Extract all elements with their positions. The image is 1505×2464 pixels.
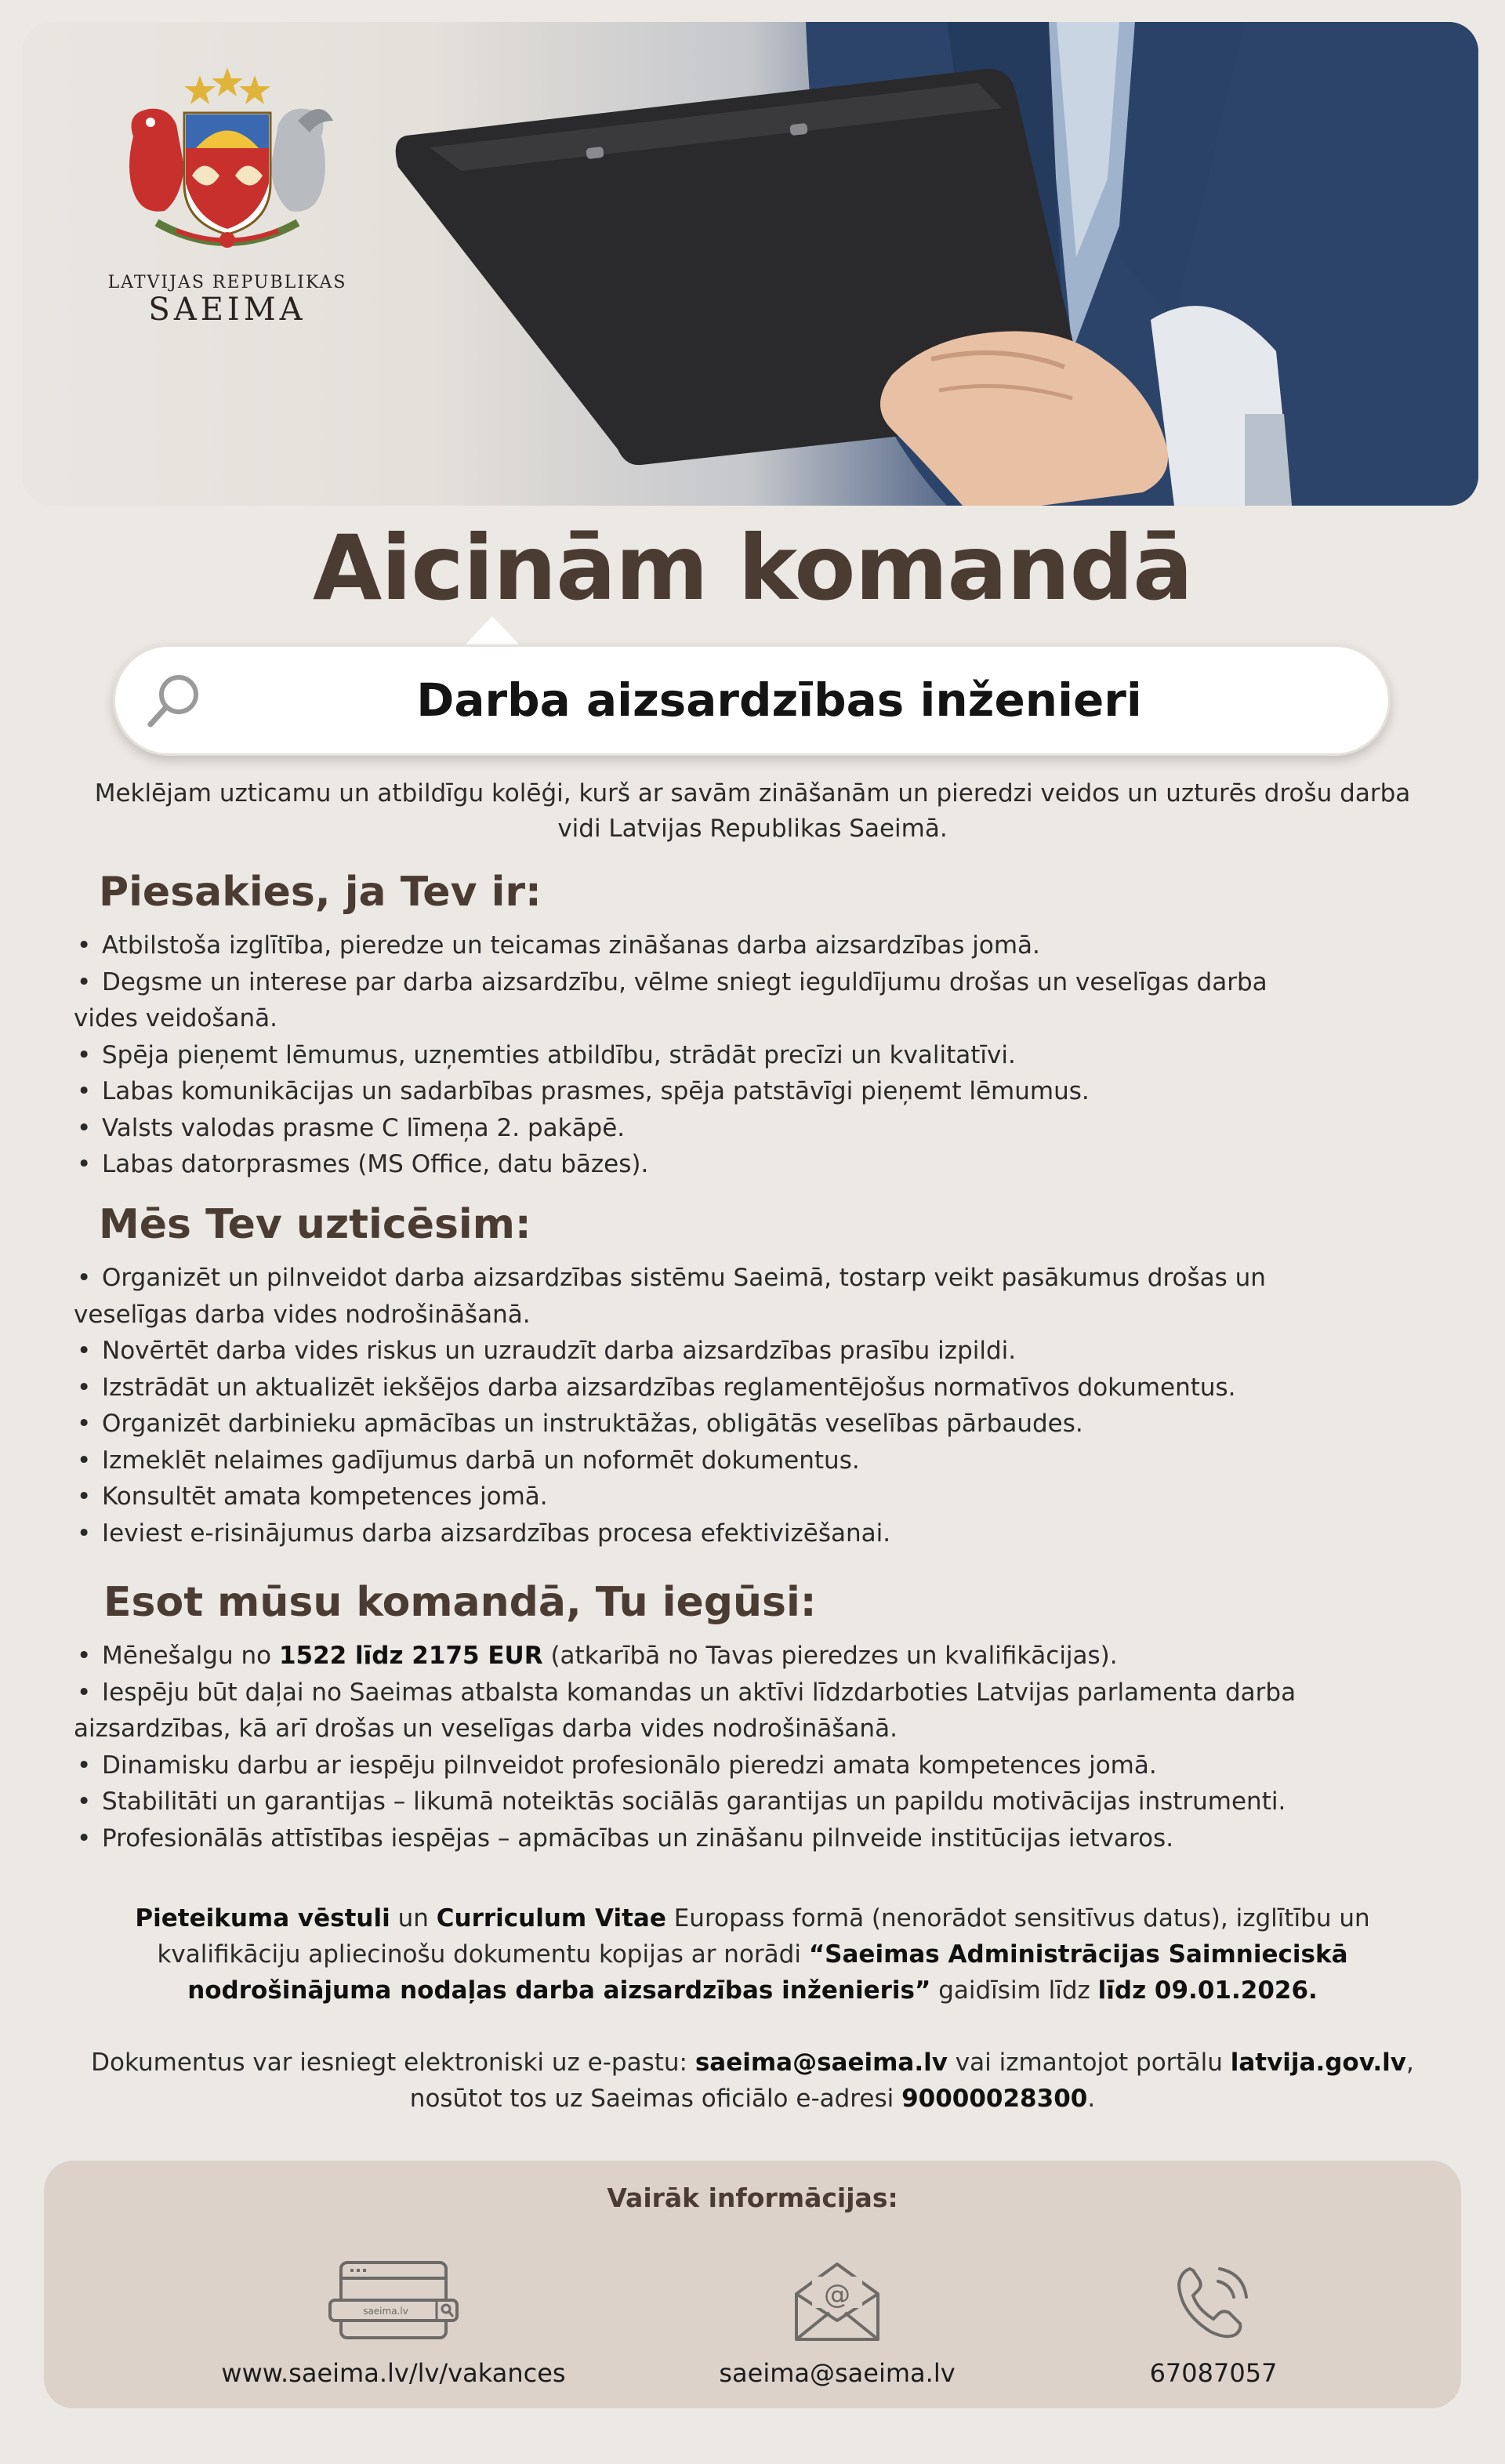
application-instructions: Pieteikuma vēstuli un Curriculum Vitae Europass formā (nenorādot sensitīvus datus), izglītību un kvalifikāciju apliecinošu dokumentu kopijas ar norādi “Saeimas Administrācijas Saimnieciskā nodrošinājuma nodaļas darba aizsardzības inženieris” gaidīsim līdz līdz 09.01.2026.	[135, 1904, 1370, 2005]
position-title: Darba aizsardzības inženieri	[416, 673, 1142, 727]
saeima-logo	[102, 66, 353, 332]
phone-icon	[1166, 2258, 1260, 2344]
requirement-item: • Valsts valodas prasme C līmeņa 2. pakāpē.	[74, 1110, 1453, 1147]
submission-email-link[interactable]: saeima@saeima.lv	[694, 2048, 948, 2077]
email-contact[interactable]	[665, 2258, 1010, 2388]
benefits-heading: Esot mūsu komandā, Tu iegūsi:	[103, 1579, 817, 1626]
page-title: Aicinām komandā	[313, 516, 1192, 620]
requirements-heading: Piesakies, ja Tev ir:	[99, 869, 542, 916]
requirement-item: • Labas datorprasmes (MS Office, datu bāzes).	[74, 1146, 1453, 1183]
search-bar-notch	[462, 616, 522, 648]
submission-instructions: Dokumentus var iesniegt elektroniski uz e-pastu: saeima@saeima.lv vai izmantojot portālu latvija.gov.lv, nosūtot tos uz Saeimas oficiālo e-adresi 90000028300.	[91, 2048, 1414, 2113]
website-link[interactable]: www.saeima.lv/lv/vakances	[221, 2358, 566, 2388]
benefit-item: • Iespēju būt daļai no Saeimas atbalsta komandas un aktīvi līdzdarboties Latvijas parlamenta darba aizsardzības, kā arī drošas un veselīgas darba vides nodrošināšanā.	[74, 1675, 1453, 1747]
benefit-item: • Dinamisku darbu ar iespēju pilnveidot profesionālo pieredzi amata kompetences jomā.	[74, 1747, 1453, 1784]
svg-text:@: @	[824, 2279, 850, 2310]
website-contact[interactable]	[221, 2258, 566, 2388]
requirement-item: • Atbilstoša izglītība, pieredze un teicamas zināšanas darba aizsardzības jomā.	[74, 927, 1453, 964]
salary-range: 1522 līdz 2175 EUR	[278, 1642, 543, 1670]
duty-item: • Organizēt darbinieku apmācības un instruktāžas, obligātās veselības pārbaudes.	[74, 1406, 1453, 1442]
envelope-at-icon	[790, 2258, 884, 2344]
position-search-bar	[113, 644, 1391, 756]
coat-of-arms-icon	[110, 66, 345, 262]
benefit-item: • Stabilitāti un garantijas – likumā noteiktās sociālās garantijas un papildu motivācijas instrumenti.	[74, 1784, 1453, 1820]
phone-number[interactable]: 67087057	[1149, 2358, 1278, 2388]
portal-link[interactable]: latvija.gov.lv	[1230, 2048, 1406, 2077]
duty-item: • Konsultēt amata kompetences jomā.	[74, 1479, 1453, 1515]
deadline-date: līdz 09.01.2026.	[1097, 1976, 1318, 2005]
requirement-item: • Spēja pieņemt lēmumus, uzņemties atbildību, strādāt precīzi un kvalitatīvi.	[74, 1037, 1453, 1074]
benefits-list	[74, 1638, 1453, 1856]
more-info-heading: Vairāk informācijas:	[607, 2183, 898, 2213]
benefit-item: • Profesionālās attīstības iespējas – apmācības un zināšanu pilnveide institūcijas ietvaros.	[74, 1820, 1453, 1857]
browser-label: saeima.lv	[363, 2306, 408, 2317]
duty-item: • Izmeklēt nelaimes gadījumus darbā un noformēt dokumentus.	[74, 1442, 1453, 1479]
more-info-box	[44, 2161, 1461, 2408]
logo-line-country: LATVIJAS REPUBLIKAS	[107, 273, 347, 292]
requirement-item: • Degsme un interese par darba aizsardzību, vēlme sniegt ieguldījumu drošas un veselīgas darba vides veidošanā.	[74, 964, 1453, 1037]
duties-heading: Mēs Tev uzticēsim:	[99, 1201, 531, 1248]
requirement-item: • Labas komunikācijas un sadarbības prasmes, spēja patstāvīgi pieņemt lēmumus.	[74, 1073, 1453, 1110]
email-link[interactable]: saeima@saeima.lv	[719, 2358, 956, 2388]
search-icon	[141, 668, 207, 734]
duty-item: • Organizēt un pilnveidot darba aizsardzības sistēmu Saeimā, tostarp veikt pasākumus drošas un veselīgas darba vides nodrošināšanā.	[74, 1260, 1453, 1333]
benefit-item-salary: • Mēnešalgu no 1522 līdz 2175 EUR (atkarībā no Tavas pieredzes un kvalifikācijas).	[74, 1638, 1453, 1675]
duty-item: • Izstrādāt un aktualizēt iekšējos darba aizsardzības reglamentējošus normatīvos dokumentus.	[74, 1370, 1453, 1406]
logo-line-saeima: SAEIMA	[148, 292, 306, 328]
duty-item: • Ieviest e-risinājumus darba aizsardzības procesa efektivizēšanai.	[74, 1515, 1453, 1552]
phone-contact[interactable]	[1041, 2258, 1386, 2388]
duties-list	[74, 1260, 1453, 1551]
intro-paragraph: Meklējam uzticamu un atbildīgu kolēģi, kurš ar savām zināšanām un pieredzi veidos un uzturēs drošu darba vidi Latvijas Republikas Saeimā.	[94, 779, 1411, 843]
requirements-list	[74, 927, 1453, 1183]
browser-window-icon	[327, 2258, 460, 2344]
e-address: 90000028300	[901, 2085, 1088, 2113]
duty-item: • Novērtēt darba vides riskus un uzraudzīt darba aizsardzības prasību izpildi.	[74, 1333, 1453, 1370]
